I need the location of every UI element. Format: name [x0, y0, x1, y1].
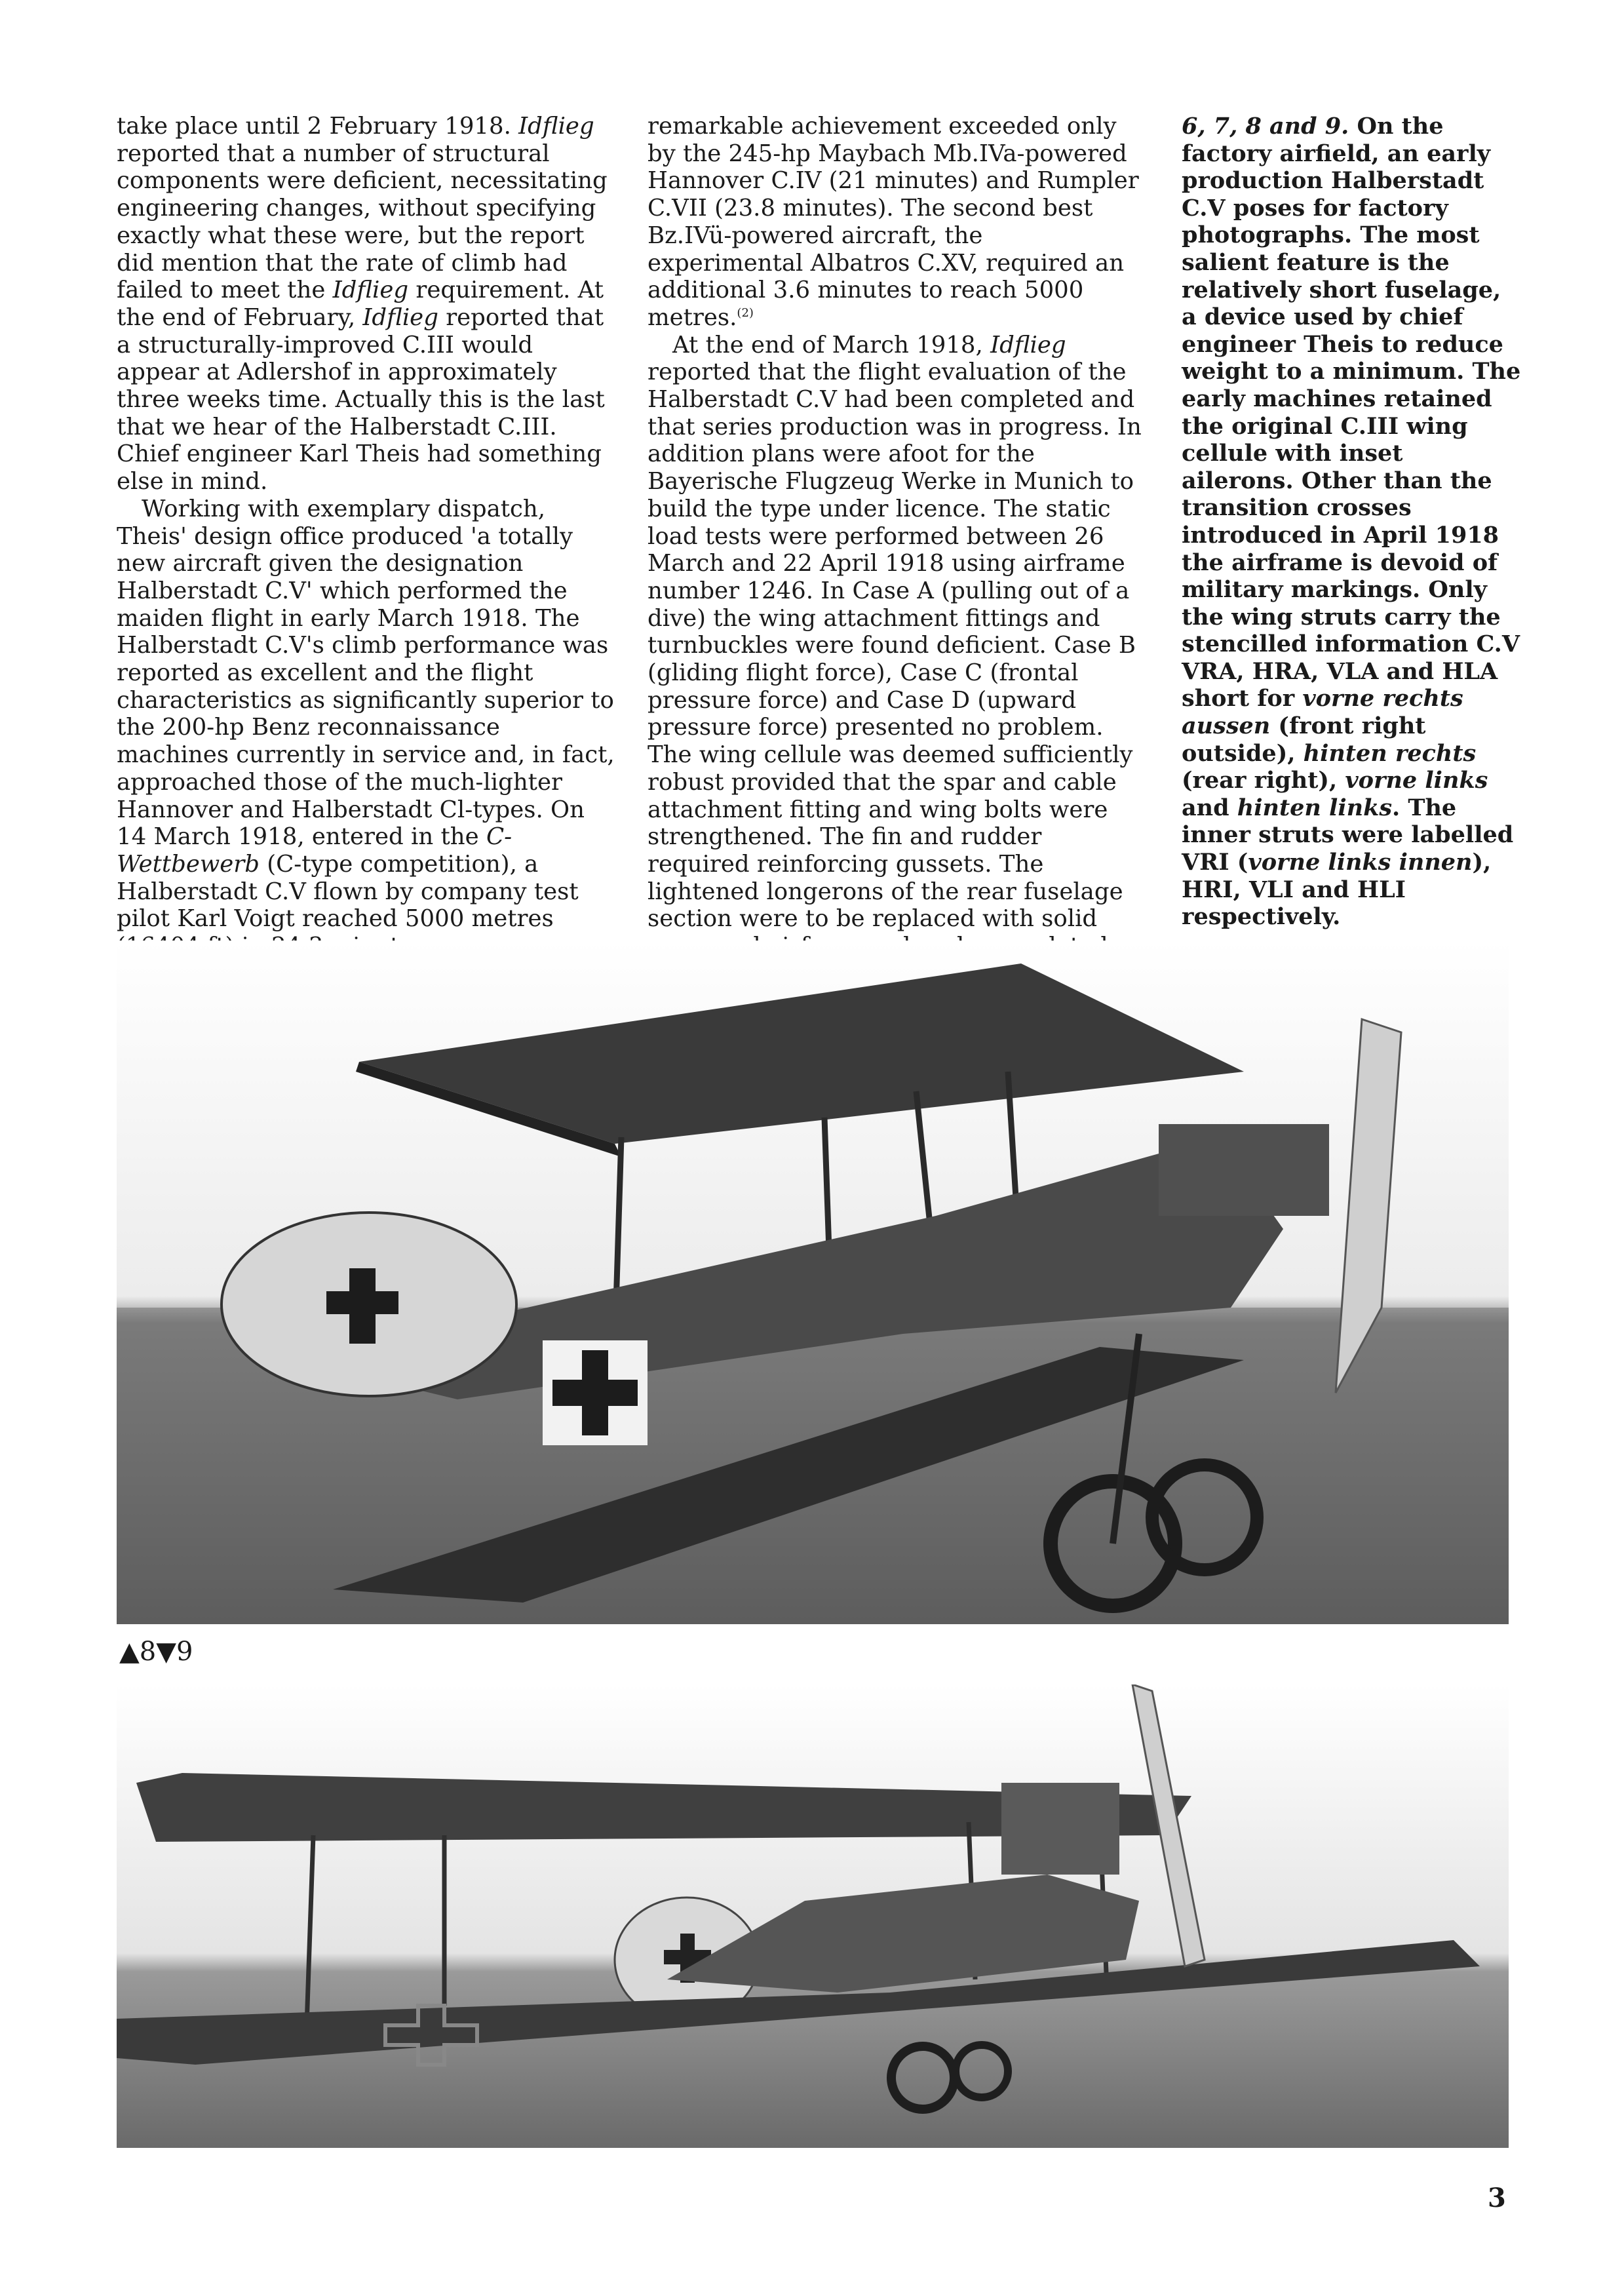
caption-text: 6, 7, 8 and 9. On the factory airfield, an early production Halberstadt C.V poses for factory photographs. The most salient feature is the relatively short fuselage, a device used by chief engineer Theis to reduce weight to a minimum. The early machines retained the original C.III wing cellule with inset ailerons. Other than the transition crosses introduced in April 1918 the airframe is devoid of military markings. Only the wing struts carry the stencilled information C.V VRA, HRA, VLA and HLA short for vorne rechts aussen (front right outside), hinten rechts (rear right), vorne links and hinten links. The inner struts were labelled VRI (vorne links innen), HRI, VLI and HLI respectively.	[1182, 113, 1521, 931]
biplane-photo-illustration	[117, 941, 1509, 1624]
paragraph: Working with exemplary dispatch, Theis' design office produced 'a totally new aircraft given the designation Halberstadt C.V' which performed the maiden flight in early March 1918. The Halberstadt C.V's climb performance was reported as excellent and the flight characteristics as significantly superior to the 200-hp Benz reconnaissance machines currently in service and, in fact, approached those of the much-lighter Hannover and Halberstadt Cl-types. On 14 March 1918, entered in the C-Wettbewerb (C-type competition), a Halberstadt C.V flown by company test pilot Karl Voigt reached 5000 metres	[117, 495, 615, 933]
photo-number-indicator: ▲8▼9	[119, 1637, 193, 1667]
text-column-1	[117, 113, 615, 960]
photo-biplane-side	[117, 1684, 1509, 2148]
paragraph: take place until 2 February 1918. Idflieg reported that a number of structural components were deficient, necessitating engineering changes, without specifying exactly what these were, but the report did mention that the rate of climb had failed to meet the Idflieg requirement. At the end of February, Idflieg reported that a structurally-improved C.III would appear at Adlershof in approximately three weeks time. Actually this is the last that we hear of the Halberstadt C.III. Chief engineer Karl Theis had something else in mind.	[117, 113, 608, 496]
footnote-ref: (2)	[737, 306, 754, 321]
biplane-photo-illustration-2	[117, 1684, 1509, 2148]
paragraph: remarkable achievement exceeded only by the 245-hp Maybach Mb.IVa-powered Hannover C.IV (21 minutes) and Rumpler C.VII (23.8 minutes). The second best Bz.IVü-powered aircraft, the experimental Albatros C.XV, required an additional 3.6 minutes to reach 5000 metres.$^{(2)}$	[648, 113, 1139, 331]
page-number: 3	[1488, 2183, 1506, 2213]
paragraph: At the end of March 1918, Idflieg reported that the flight evaluation of the Halberstadt C.V had been completed and that series production was in progress. In addition plans were afoot for the Bayerische Flugzeug Werke in Munich to build the type under licence. The static load tests were performed between 26 March and 22 April 1918 using airframe number 1246. In Case A (pulling out of a dive) the wing attachment fittings and turnbuckles were found deficient. Case B (gliding flight force), Case C (frontal pressure force) and Case D (upward pressure force) presented no problem. The wing cellule was deemed sufficiently robust provided that the spar and cable attachment fitting and wing bolts were strengthened. The fin and rudder required reinforcing gussets. The lightened longerons of the rear fuselage section were to be replaced with solid	[648, 331, 1142, 933]
text-column-2	[648, 113, 1146, 988]
photo-biplane-side-front	[117, 941, 1509, 1624]
photo-caption	[1182, 113, 1522, 931]
